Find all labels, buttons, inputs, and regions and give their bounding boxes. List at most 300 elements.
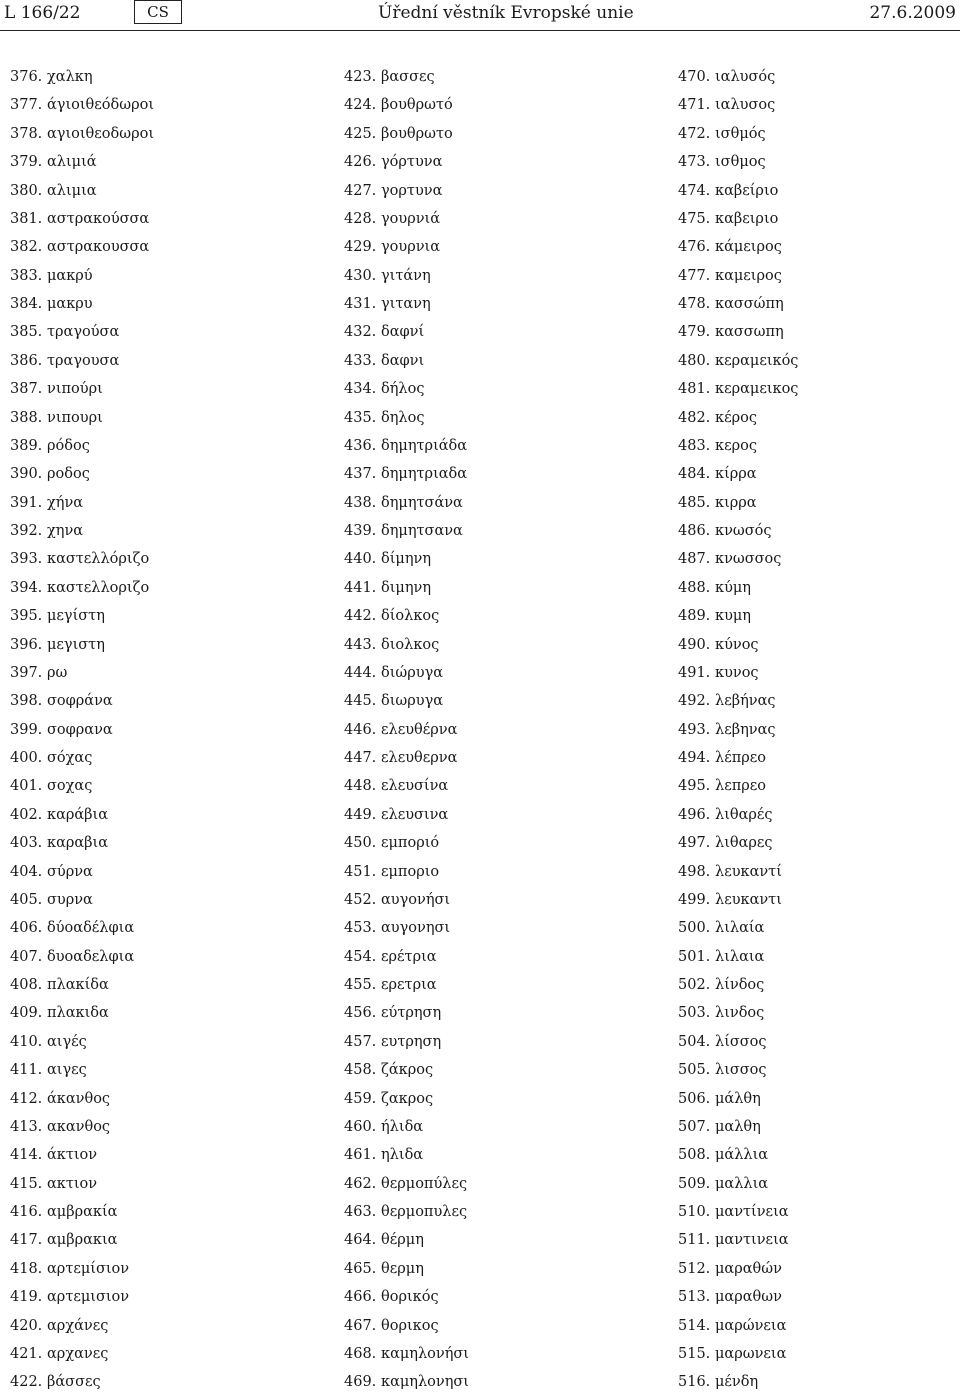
list-column-2 [344, 63, 644, 1397]
item-term: θερμοπύλες [381, 1175, 468, 1192]
item-number: 512. [678, 1260, 711, 1277]
list-item [344, 120, 644, 148]
item-term: κάμειρος [715, 239, 782, 256]
item-term: ερετρια [381, 977, 437, 993]
item-number: 387. [10, 381, 43, 398]
item-number: 394. [10, 579, 43, 596]
item-number: 474. [678, 182, 711, 199]
item-term: κασσωπη [715, 324, 784, 341]
item-number: 471. [678, 97, 711, 114]
item-term: αρτεμισιον [47, 1289, 130, 1306]
list-item [678, 1226, 958, 1254]
item-number: 423. [344, 69, 377, 85]
list-item [10, 120, 310, 148]
item-term: ελευσινα [381, 806, 449, 823]
item-term: άγιοιθεόδωροι [47, 97, 155, 114]
item-term: γόρτυνα [381, 154, 443, 171]
item-number: 428. [344, 210, 377, 227]
item-number: 456. [344, 1005, 377, 1022]
list-item [344, 1170, 644, 1198]
language-code-box: CS [134, 0, 182, 24]
list-item [344, 63, 644, 91]
item-number: 384. [10, 296, 43, 312]
item-number: 420. [10, 1317, 43, 1334]
item-term: ιαλυσός [715, 69, 776, 85]
list-item [10, 1198, 310, 1226]
list-item [344, 659, 644, 687]
list-item [344, 1085, 644, 1113]
list-item [678, 744, 958, 772]
list-item [10, 517, 310, 545]
item-term: μακρύ [47, 267, 93, 284]
item-term: κνωσός [715, 523, 772, 539]
list-item [678, 687, 958, 715]
item-term: κερος [715, 437, 757, 454]
item-term: χηνα [47, 523, 84, 539]
list-item [678, 460, 958, 488]
item-term: σόχας [47, 750, 93, 766]
list-item [10, 943, 310, 971]
item-term: μαντινεια [715, 1232, 789, 1249]
item-term: λιλαια [715, 948, 765, 965]
list-item [344, 489, 644, 517]
item-term: ευτρηση [381, 1033, 442, 1050]
item-term: λέπρεο [715, 750, 766, 766]
item-term: δαφνί [381, 324, 425, 341]
list-item [344, 347, 644, 375]
list-item [678, 91, 958, 119]
item-term: σοχας [47, 778, 93, 795]
item-number: 442. [344, 608, 377, 625]
list-item [678, 375, 958, 403]
list-item [678, 177, 958, 205]
item-term: μάλθη [715, 1090, 761, 1107]
list-item [344, 574, 644, 602]
item-term: λεπρεο [715, 778, 766, 795]
item-term: αρχανες [47, 1345, 109, 1362]
item-term: αιγές [47, 1033, 87, 1050]
list-item [678, 290, 958, 318]
item-number: 425. [344, 125, 377, 142]
item-term: λεβήνας [715, 693, 776, 710]
item-number: 482. [678, 409, 711, 426]
list-item [678, 829, 958, 857]
item-number: 430. [344, 267, 377, 284]
list-item [344, 801, 644, 829]
publication-date: 27.6.2009 [869, 3, 956, 23]
item-term: αγιοιθεοδωροι [47, 125, 155, 142]
item-number: 437. [344, 466, 377, 483]
item-number: 480. [678, 352, 711, 369]
item-number: 468. [344, 1345, 377, 1362]
item-term: καράβια [47, 806, 109, 823]
list-item [344, 1028, 644, 1056]
item-number: 389. [10, 437, 43, 454]
item-number: 490. [678, 636, 711, 653]
item-term: καστελλόριζο [47, 551, 150, 568]
item-number: 414. [10, 1147, 43, 1164]
item-number: 405. [10, 891, 43, 908]
item-number: 455. [344, 977, 377, 993]
item-term: αλιμια [47, 182, 97, 199]
list-item [678, 1368, 958, 1396]
item-number: 497. [678, 835, 711, 852]
item-number: 449. [344, 806, 377, 823]
item-term: ακτιον [47, 1175, 98, 1192]
item-number: 516. [678, 1374, 711, 1391]
list-item [678, 1085, 958, 1113]
item-term: ιαλυσος [715, 97, 776, 114]
item-number: 416. [10, 1204, 43, 1220]
item-number: 438. [344, 494, 377, 511]
item-term: κύνος [715, 636, 759, 653]
item-term: συρνα [47, 891, 93, 908]
list-item [10, 999, 310, 1027]
list-item [678, 262, 958, 290]
list-item [344, 375, 644, 403]
item-number: 483. [678, 437, 711, 454]
list-item [678, 858, 958, 886]
list-item [10, 716, 310, 744]
list-item [678, 1198, 958, 1226]
item-number: 473. [678, 154, 711, 171]
list-item [10, 1368, 310, 1396]
list-item [10, 801, 310, 829]
item-number: 443. [344, 636, 377, 653]
item-term: γορτυνα [381, 182, 443, 199]
list-item [344, 233, 644, 261]
item-number: 475. [678, 210, 711, 227]
item-term: εμποριο [381, 863, 440, 880]
list-item [678, 489, 958, 517]
item-term: αλιμιά [47, 154, 97, 171]
list-item [344, 262, 644, 290]
item-term: κνωσσος [715, 551, 782, 568]
page-header [0, 0, 960, 31]
item-term: ακανθος [47, 1118, 111, 1135]
item-number: 466. [344, 1289, 377, 1306]
item-number: 484. [678, 466, 711, 483]
list-item [344, 1255, 644, 1283]
item-number: 386. [10, 352, 43, 369]
list-item [344, 91, 644, 119]
item-term: σοφρανα [47, 721, 113, 738]
item-term: δύοαδέλφια [47, 920, 135, 937]
item-term: σύρνα [47, 863, 93, 880]
list-item [10, 460, 310, 488]
item-number: 385. [10, 324, 43, 341]
list-item [678, 999, 958, 1027]
item-number: 447. [344, 750, 377, 766]
item-number: 453. [344, 920, 377, 937]
list-item [10, 829, 310, 857]
item-term: καμηλονήσι [381, 1345, 469, 1362]
list-item [344, 602, 644, 630]
item-term: κεραμεικος [715, 381, 799, 398]
item-number: 376. [10, 69, 43, 85]
list-item [10, 659, 310, 687]
list-item [344, 1226, 644, 1254]
list-item [344, 545, 644, 573]
item-number: 392. [10, 523, 43, 539]
item-number: 491. [678, 664, 711, 681]
list-column-1 [10, 63, 310, 1397]
item-number: 461. [344, 1147, 377, 1164]
item-term: αστρακουσσα [47, 239, 150, 256]
list-item [344, 772, 644, 800]
item-number: 492. [678, 693, 711, 710]
list-item [10, 1028, 310, 1056]
item-term: άκανθος [47, 1090, 111, 1107]
item-number: 445. [344, 693, 377, 710]
list-item [344, 290, 644, 318]
list-item [10, 631, 310, 659]
item-term: ρω [47, 664, 68, 681]
item-term: μαλθη [715, 1118, 761, 1135]
list-item [344, 1368, 644, 1396]
list-item [344, 1283, 644, 1311]
item-number: 448. [344, 778, 377, 795]
list-item [678, 1255, 958, 1283]
item-term: μακρυ [47, 296, 93, 312]
item-term: αμβρακία [47, 1204, 118, 1220]
item-term: κυμη [715, 608, 751, 625]
item-number: 459. [344, 1090, 377, 1107]
list-item [678, 205, 958, 233]
item-number: 413. [10, 1118, 43, 1135]
item-number: 396. [10, 636, 43, 653]
list-item [344, 517, 644, 545]
item-term: θερμοπυλες [381, 1204, 468, 1220]
item-term: τραγουσα [47, 352, 120, 369]
item-number: 402. [10, 806, 43, 823]
item-number: 377. [10, 97, 43, 114]
list-item [10, 262, 310, 290]
item-number: 403. [10, 835, 43, 852]
item-term: βασσες [381, 69, 435, 85]
item-term: εύτρηση [381, 1005, 442, 1022]
list-item [344, 205, 644, 233]
list-item [678, 120, 958, 148]
list-item [678, 1340, 958, 1368]
item-term: αρχάνες [47, 1317, 109, 1334]
item-term: μάλλια [715, 1147, 769, 1164]
item-number: 444. [344, 664, 377, 681]
item-term: δίμηνη [381, 551, 432, 568]
item-term: χαλκη [47, 69, 93, 85]
item-number: 383. [10, 267, 43, 284]
list-item [678, 1170, 958, 1198]
list-item [10, 1226, 310, 1254]
list-item [10, 1141, 310, 1169]
list-item [344, 318, 644, 346]
item-number: 441. [344, 579, 377, 596]
item-term: μαραθών [715, 1260, 782, 1277]
item-term: διώρυγα [381, 664, 444, 681]
list-item [344, 886, 644, 914]
list-item [344, 1141, 644, 1169]
item-number: 434. [344, 381, 377, 398]
item-term: καστελλοριζο [47, 579, 150, 596]
item-number: 505. [678, 1062, 711, 1079]
list-item [678, 148, 958, 176]
list-item [678, 318, 958, 346]
item-term: λιθαρές [715, 806, 773, 823]
item-term: καβείριο [715, 182, 779, 199]
item-term: κέρος [715, 409, 757, 426]
item-term: δημητριαδα [381, 466, 468, 483]
list-item [678, 1113, 958, 1141]
list-item [344, 971, 644, 999]
list-item [10, 489, 310, 517]
item-number: 472. [678, 125, 711, 142]
item-term: τραγούσα [47, 324, 120, 341]
item-term: ισθμός [715, 125, 766, 142]
item-term: κεραμεικός [715, 352, 799, 369]
item-number: 426. [344, 154, 377, 171]
item-term: καμειρος [715, 267, 782, 284]
item-term: άκτιον [47, 1147, 98, 1164]
item-number: 379. [10, 154, 43, 171]
item-number: 496. [678, 806, 711, 823]
item-number: 421. [10, 1345, 43, 1362]
item-number: 408. [10, 977, 43, 993]
list-item [344, 631, 644, 659]
list-item [10, 404, 310, 432]
item-number: 485. [678, 494, 711, 511]
list-item [344, 716, 644, 744]
item-term: ισθμος [715, 154, 766, 171]
list-item [10, 1170, 310, 1198]
item-term: γουρνιά [381, 210, 441, 227]
list-item [10, 545, 310, 573]
item-number: 422. [10, 1374, 43, 1391]
item-term: λινδος [715, 1005, 765, 1022]
list-item [344, 858, 644, 886]
item-term: διολκος [381, 636, 440, 653]
item-number: 477. [678, 267, 711, 284]
list-item [10, 886, 310, 914]
item-number: 470. [678, 69, 711, 85]
list-item [344, 744, 644, 772]
list-item [10, 375, 310, 403]
item-term: νιπούρι [47, 381, 103, 398]
item-term: δημητσάνα [381, 494, 463, 511]
item-term: μαρωνεια [715, 1345, 787, 1362]
list-item [678, 631, 958, 659]
list-item [10, 971, 310, 999]
list-item [10, 347, 310, 375]
list-item [678, 801, 958, 829]
list-item [10, 574, 310, 602]
item-number: 460. [344, 1118, 377, 1135]
list-item [10, 602, 310, 630]
list-item [678, 517, 958, 545]
item-term: λευκαντί [715, 863, 782, 880]
list-item [10, 91, 310, 119]
list-item [344, 999, 644, 1027]
list-item [344, 432, 644, 460]
item-term: δημητσανα [381, 523, 463, 539]
item-number: 400. [10, 750, 43, 766]
item-number: 464. [344, 1232, 377, 1249]
item-term: θέρμη [381, 1232, 424, 1249]
item-number: 417. [10, 1232, 43, 1249]
item-number: 429. [344, 239, 377, 256]
item-term: δαφνι [381, 352, 425, 369]
list-item [678, 886, 958, 914]
item-number: 399. [10, 721, 43, 738]
item-term: κύμη [715, 579, 751, 596]
item-number: 432. [344, 324, 377, 341]
list-item [678, 602, 958, 630]
list-item [678, 1028, 958, 1056]
item-number: 451. [344, 863, 377, 880]
item-number: 418. [10, 1260, 43, 1277]
list-item [678, 432, 958, 460]
list-item [678, 1141, 958, 1169]
item-term: βουθρωτό [381, 97, 453, 114]
item-number: 486. [678, 523, 711, 539]
list-item [678, 233, 958, 261]
item-number: 469. [344, 1374, 377, 1391]
list-item [344, 829, 644, 857]
list-column-3 [678, 63, 958, 1397]
item-number: 498. [678, 863, 711, 880]
item-term: διωρυγα [381, 693, 444, 710]
list-item [678, 404, 958, 432]
item-number: 431. [344, 296, 377, 312]
item-term: λευκαντι [715, 891, 782, 908]
item-term: καραβια [47, 835, 109, 852]
item-number: 502. [678, 977, 711, 993]
list-item [10, 914, 310, 942]
item-term: λεβηνας [715, 721, 776, 738]
list-item [10, 1056, 310, 1084]
item-term: διμηνη [381, 579, 432, 596]
list-item [10, 1113, 310, 1141]
page-reference: L 166/22 [4, 3, 81, 23]
item-number: 381. [10, 210, 43, 227]
item-number: 487. [678, 551, 711, 568]
item-number: 500. [678, 920, 711, 937]
item-term: γιτάνη [381, 267, 431, 284]
item-term: λίσσος [715, 1033, 767, 1050]
item-term: ροδος [47, 466, 90, 483]
item-term: μαρώνεια [715, 1317, 787, 1334]
item-term: χήνα [47, 494, 84, 511]
item-term: γουρνια [381, 239, 441, 256]
item-number: 410. [10, 1033, 43, 1050]
item-number: 467. [344, 1317, 377, 1334]
item-number: 397. [10, 664, 43, 681]
item-number: 424. [344, 97, 377, 114]
item-number: 465. [344, 1260, 377, 1277]
list-item [344, 1113, 644, 1141]
list-item [678, 716, 958, 744]
item-number: 401. [10, 778, 43, 795]
list-item [10, 318, 310, 346]
item-number: 507. [678, 1118, 711, 1135]
item-term: αυγονήσι [381, 891, 451, 908]
item-number: 391. [10, 494, 43, 511]
item-number: 503. [678, 1005, 711, 1022]
list-item [10, 63, 310, 91]
list-item [344, 943, 644, 971]
item-number: 506. [678, 1090, 711, 1107]
item-number: 450. [344, 835, 377, 852]
item-number: 390. [10, 466, 43, 483]
